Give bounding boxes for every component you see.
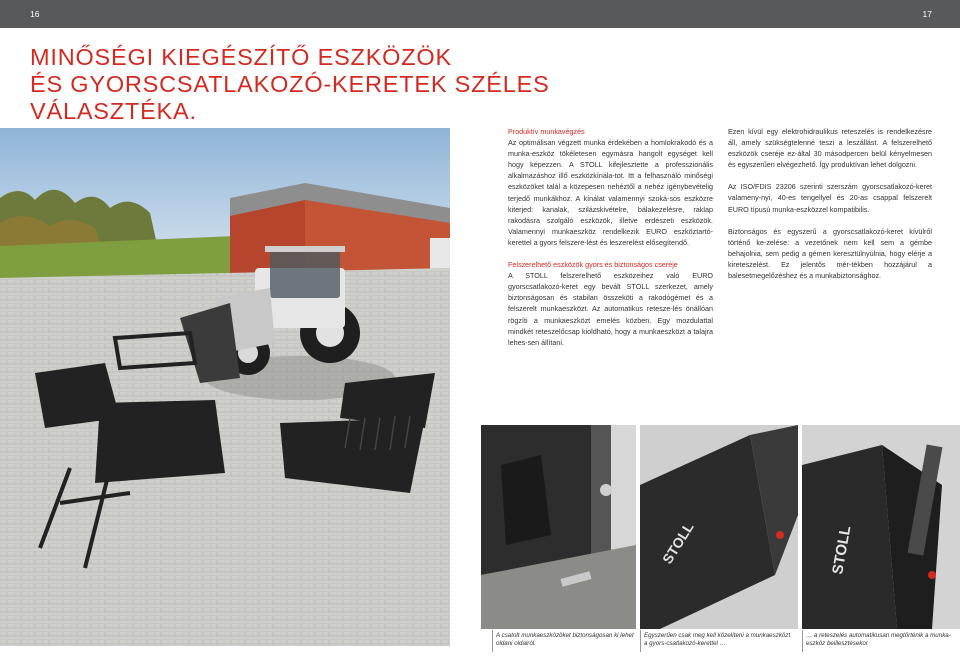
paragraph-safety: Biztonságos és egyszerű a gyorscsatlakozó-keret kívülről történő ke-zelése: a vezetőnek nem kell sem a gémbe behajolnia, sem pedig a gémen keresztülnyúlnia, hogy elérje a kireteszelést. Ez jelentős mér-tékben hozzájárul a balesetmegelőzéshez és a munkabiztonsághoz. — [728, 226, 932, 281]
caption-divider-3 — [802, 630, 803, 652]
page-number-left: 16 — [30, 9, 40, 19]
headline-line-2: ÉS GYORSCSATLAKOZÓ-KERETEK SZÉLES VÁLASZTÉKA. — [30, 71, 550, 124]
stoll-logo-2: STOLL — [829, 524, 855, 576]
page-header-bar — [0, 0, 960, 28]
paragraph-electrohydraulic: Ezen kívül egy elektrohidraulikus reteszelés is rendelkezésre áll, amely szükségtelenné teszi a leszállást. A felszerelhető eszközök cseréje ez-által 30 másodpercen belül kényelmesen és egyszerűen elvégezhető. Így produktívan lehet dolgozni. — [728, 127, 932, 170]
text-column-right — [728, 126, 932, 292]
caption-divider-1 — [492, 630, 493, 652]
paragraph-productive: Az optimálisan végzett munka érdekében a homlokrakodó és a munka-eszköz tökéletesen egymásra hangolt egységet kell hogy képezzen. A STOLL kifejlesztette a professzionális alkalmazáshoz illő eszközkínála-tot. Itt a felhasználó minőségi eszközöket talál a közepesen nehéztől a nehéz igénybevételig terjedő munkákhoz. A kínálat valamennyi szoká-sos eszközre kiterjed: kanalak, szilázskivételre, bálakezelésre, raklap rakodásra szolgáló eszközök, illetve erdészeti eszközök. Valamennyi munkaeszköz rendelkezik EURO eszköztartó-kerettel a gyors felszere-lést és leszerelést elősegítendő. — [508, 138, 713, 247]
stoll-logo-1: STOLL — [658, 519, 697, 567]
paragraph-iso-compat: Az ISO/FDIS 23206 szerinti szerszám gyorscsatlakozó-keret valameny-nyi, 40-es tengellyel és 20-as csappal felszerelt EURO típusú munka-eszközzel kompatibilis. — [728, 182, 932, 214]
caption-side-release: A csatolt munkaeszközöket biztonságosan ki lehet oldani oldalról. — [496, 632, 634, 648]
section-heading-productive: Produktív munkavégzés — [508, 127, 585, 136]
paragraph-quick-change: A STOLL felszerelhető eszközeihez való EURO gyorscsatlakozó-keret egy bevált STOLL szerkezet, amely biztonságosan és stabilan összeköti a rakodógémet és a felszerelt munkaeszközt. Az automatikus retesze-lés önállóan rögzíti a munkaeszközt emelés közben. Egy mozdulattal mindkét reteszelőcsap kioldható, hogy a munkaeszközt a talajra lehes-sen állítani. — [508, 271, 713, 347]
detail-photo-auto-lock — [802, 425, 960, 629]
caption-divider-2 — [640, 630, 641, 652]
page-number-right: 17 — [922, 9, 932, 19]
section-heading-quick-change: Felszerelhető eszközök gyors és biztonságos cseréje — [508, 260, 678, 270]
detail-photo-side-release — [481, 425, 636, 629]
headline-line-1: MINŐSÉGI KIEGÉSZÍTŐ ESZKÖZÖK — [30, 44, 452, 70]
detail-photo-approach — [640, 425, 798, 629]
text-column-left — [508, 126, 713, 359]
caption-auto-lock: … a reteszelés automatikusan megtörténik a munka-eszköz beillesztésekor — [806, 632, 951, 648]
caption-approach: Egyszerűen csak meg kell közelíteni a munkaeszközt a gyors-csatlakozó-kerettel … — [644, 632, 791, 648]
tractor-attachments-photo — [0, 128, 450, 646]
